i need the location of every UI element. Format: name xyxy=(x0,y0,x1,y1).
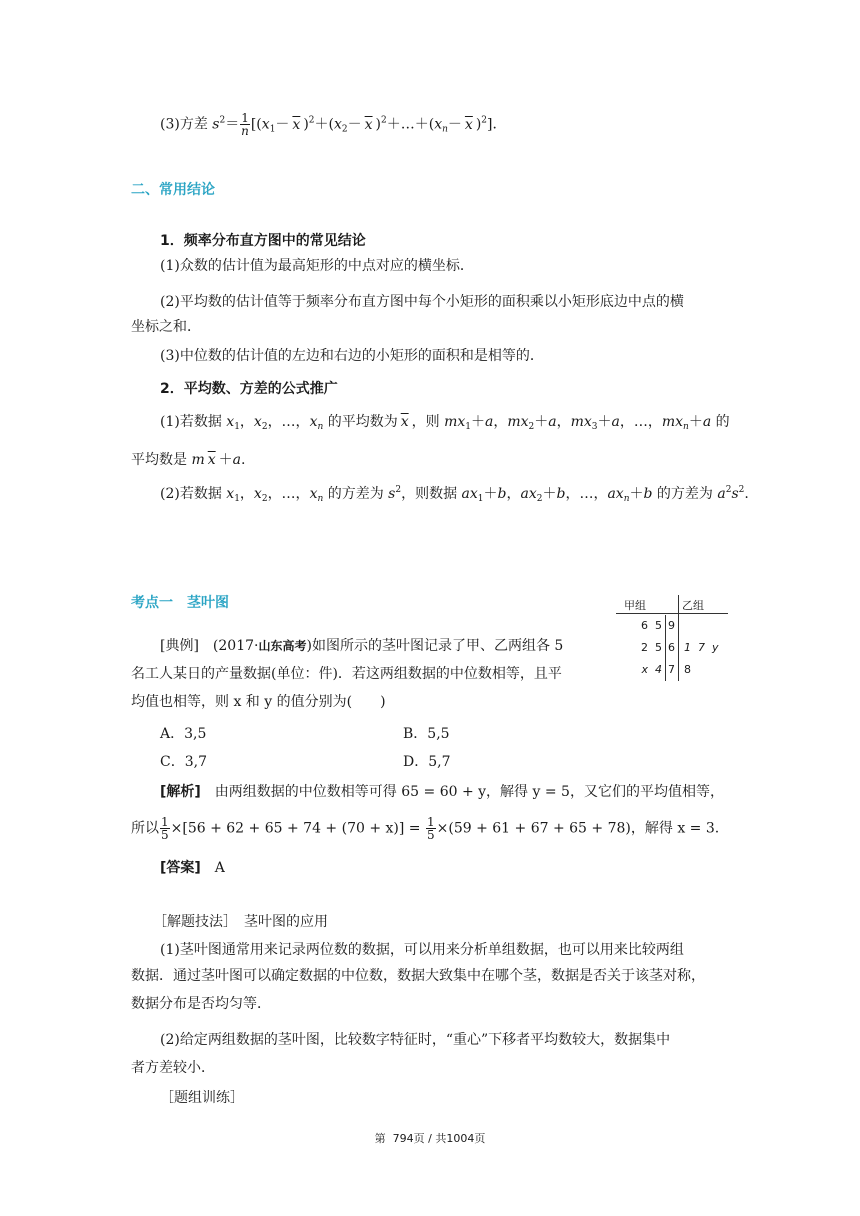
paragraph-variance-shift: (2)若数据 $x_1$，$x_2$，…，$x_n$ 的方差为 $s^2$，则数据 $ax_1+b$，$ax_2+b$，…，$ax_n+b$ 的方差为 $a^2s^2$. xyxy=(160,485,749,504)
analysis-label: [解析] xyxy=(160,784,201,800)
variance-formula: (3)方差 $s^2=$ $\frac{1}{n}$ [($x_1- \overline{x}$ )$^2+(x_2- \overline{x}$ )$^2+\dots+(x_n- \overline{x}$ )$^2$]． xyxy=(160,111,507,138)
analysis-line-2: 所以 $\frac{1}{5}$ ×[56 + 62 + 65 + 74 + (70 + x)] = $\frac{1}{5}$ ×(59 + 61 + 67 + 65 + 78)，解得 x = 3. xyxy=(131,815,720,842)
left-leaves: 2 5 xyxy=(641,641,662,654)
paragraph: 数据．通过茎叶图可以确定数据的中位数，数据大致集中在哪个茎，数据是否关于该茎对称， xyxy=(131,968,705,984)
method-title: ［解题技法］ 茎叶图的应用 xyxy=(153,914,328,930)
option-d: D．5,7 xyxy=(403,754,451,770)
left-leaves: x 4 xyxy=(641,663,662,676)
paragraph-mean-shift: (1)若数据 $x_1$，$x_2$，…，$x_n$ 的平均数为 $\overline{x}$ ，则 $mx_1+a$，$mx_2+a$，$mx_3+a$，…，$mx_n+a$ 的 xyxy=(160,414,730,432)
fraction-1-over-5: $\frac{1}{5}$ xyxy=(161,815,169,842)
stem-value: 6 xyxy=(668,641,675,654)
paragraph: 者方差较小． xyxy=(131,1060,215,1076)
left-group-header: 甲组 xyxy=(624,599,646,612)
item-1-title: 1．频率分布直方图中的常见结论 xyxy=(160,233,366,249)
paragraph: (2)平均数的估计值等于频率分布直方图中每个小矩形的面积乘以小矩形底边中点的横 xyxy=(160,294,684,310)
option-c: C．3,7 xyxy=(160,754,207,770)
stem-value: 9 xyxy=(668,619,675,632)
right-leaves: 8 xyxy=(684,663,691,676)
training-title: ［题组训练］ xyxy=(160,1090,244,1106)
fraction-1-over-n: $\frac{1}{n}$ xyxy=(241,111,249,138)
paragraph: 平均数是 m $\overline{x} +a$. xyxy=(131,452,246,468)
right-leaves: 1 7 y xyxy=(684,641,719,654)
stem-line-left xyxy=(665,615,666,681)
variance-label: (3)方差 xyxy=(160,116,213,133)
source-tag: 山东高考 xyxy=(258,639,307,653)
example-line-1: [典例] (2017·山东高考)如图所示的茎叶图记录了甲、乙两组各 5 xyxy=(160,638,564,654)
fraction-1-over-5: $\frac{1}{5}$ xyxy=(426,815,435,842)
left-leaves: 6 5 xyxy=(641,619,662,632)
paragraph: (3)中位数的估计值的左边和右边的小矩形的面积和是相等的． xyxy=(160,348,544,364)
paragraph: (2)给定两组数据的茎叶图，比较数字特征时，“重心”下移者平均数较大，数据集中 xyxy=(160,1032,671,1048)
right-group-header: 乙组 xyxy=(682,599,704,612)
option-b: B．5,5 xyxy=(403,726,450,742)
answer-label: [答案] xyxy=(160,860,201,876)
paragraph: 坐标之和． xyxy=(131,319,201,335)
paragraph: (1)众数的估计值为最高矩形的中点对应的横坐标． xyxy=(160,258,474,274)
paragraph: 数据分布是否均匀等． xyxy=(131,996,271,1012)
option-a: A．3,5 xyxy=(160,726,207,742)
section-heading: 二、常用结论 xyxy=(131,182,215,198)
stem-value: 7 xyxy=(668,663,675,676)
example-line-3: 均值也相等，则 x 和 y 的值分别为( ) xyxy=(131,694,386,710)
page-footer: 第 794页 / 共1004页 xyxy=(374,1132,486,1145)
header-line xyxy=(616,613,728,614)
answer: [答案] A xyxy=(160,860,225,876)
stem-leaf-figure xyxy=(612,595,732,685)
stem-line-right xyxy=(678,595,679,681)
kaodian-heading: 考点一 茎叶图 xyxy=(131,595,229,611)
item-2-title: 2．平均数、方差的公式推广 xyxy=(160,381,338,397)
paragraph: (1)茎叶图通常用来记录两位数的数据，可以用来分析单组数据，也可以用来比较两组 xyxy=(160,942,684,958)
analysis-line-1: [解析] 由两组数据的中位数相等可得 65 = 60 + y，解得 y = 5，又它们的平均值相等， xyxy=(160,784,724,800)
example-line-2: 名工人某日的产量数据(单位：件)．若这两组数据的中位数相等，且平 xyxy=(131,666,562,682)
